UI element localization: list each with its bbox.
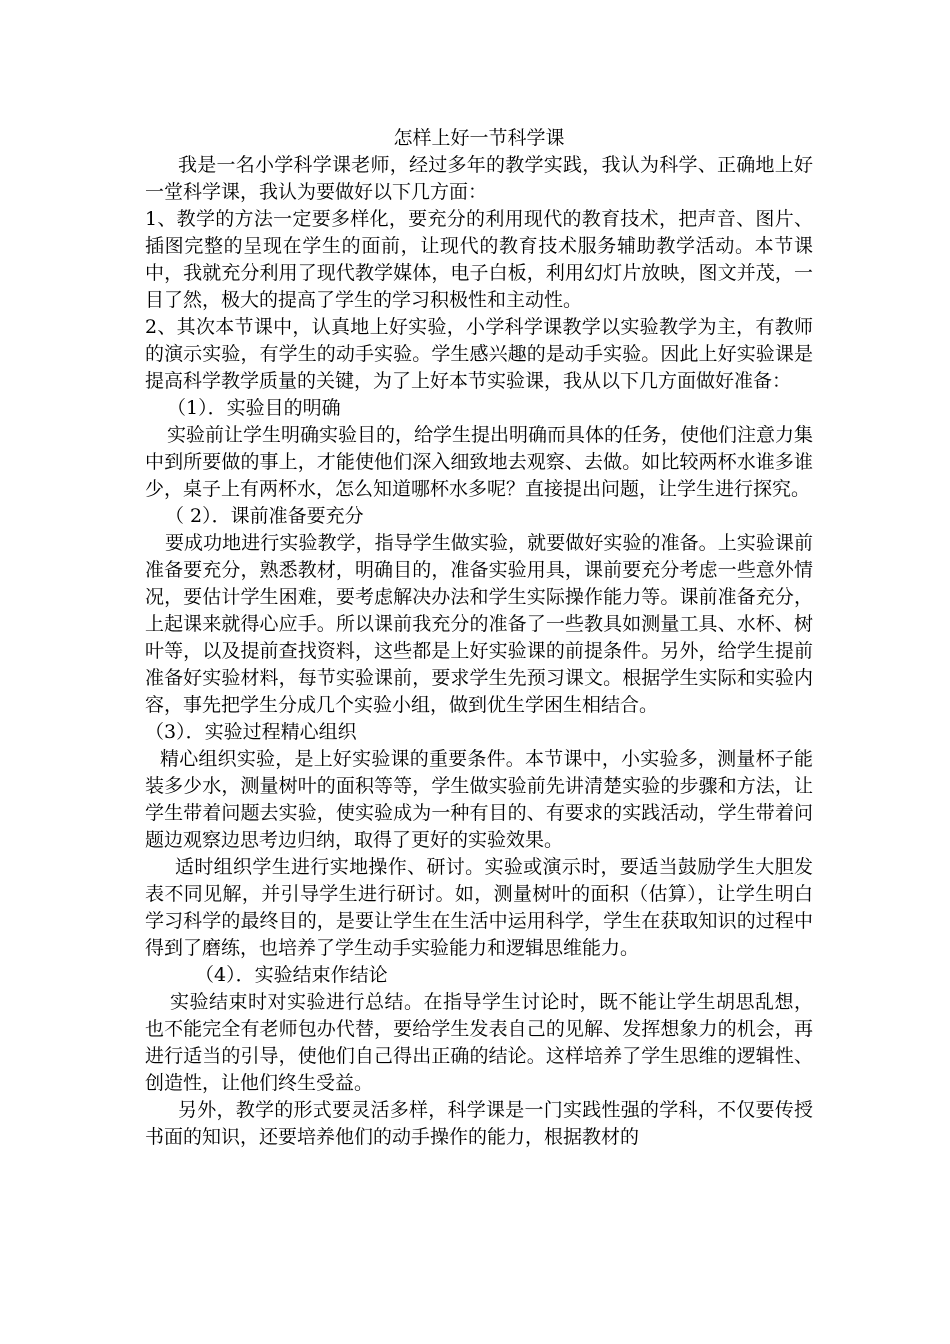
section-1-paragraph: 实验前让学生明确实验目的，给学生提出明确而具体的任务，使他们注意力集中到所要做的事上，才能使他们深入细致地去观察、去做。如比较两杯水谁多谁少，桌子上有两杯水，怎么知道哪杯水多呢？直接提出问题，让学生进行探究。	[145, 424, 814, 500]
section-4-paragraph: 实验结束时对实验进行总结。在指导学生讨论时，既不能让学生胡思乱想，也不能完全有老师包办代替，要给学生发表自己的见解、发挥想象力的机会，再进行适当的引导，使他们自己得出正确的结论。这样培养了学生思维的逻辑性、创造性，让他们终生受益。	[145, 991, 813, 1094]
point-2-paragraph: 2、其次本节课中，认真地上好实验，小学科学课教学以实验教学为主，有教师的演示实验，有学生的动手实验。学生感兴趣的是动手实验。因此上好实验课是提高科学教学质量的关键，为了上好本节实验课，我从以下几方面做好准备：	[145, 316, 813, 392]
section-heading-3: （3）．实验过程精心组织	[145, 721, 357, 743]
section-2-paragraph: 要成功地进行实验教学，指导学生做实验，就要做好实验的准备。上实验课前准备要充分，熟悉教材，明确目的，准备实验用具，课前要充分考虑一些意外情况，要估计学生困难，要考虑解决办法和学生实际操作能力等。课前准备充分，上起课来就得心应手。所以课前我充分的准备了一些教具如测量工具、水杯、树叶等，以及提前查找资料，这些都是上好实验课的前提条件。另外，给学生提前准备好实验材料，每节实验课前，要求学生先预习课文。根据学生实际和实验内容，事先把学生分成几个实验小组，做到优生学困生相结合。	[145, 532, 813, 716]
point-1-paragraph: 1、教学的方法一定要多样化，要充分的利用现代的教育技术，把声音、图片、插图完整的呈现在学生的面前，让现代的教育技术服务辅助教学活动。本节课中，我就充分利用了现代教学媒体，电子白板，利用幻灯片放映，图文并茂，一目了然，极大的提高了学生的学习积极性和主动性。	[145, 208, 813, 311]
section-3-paragraph: 精心组织实验，是上好实验课的重要条件。本节课中，小实验多，测量杯子能装多少水，测量树叶的面积等等，学生做实验前先讲清楚实验的步骤和方法，让学生带着问题去实验，使实验成为一种有目的、有要求的实践活动，学生带着问题边观察边思考边归纳，取得了更好的实验效果。	[145, 748, 813, 851]
section-heading-1: （1）．实验目的明确	[167, 397, 341, 419]
document-title: 怎样上好一节科学课	[393, 127, 565, 149]
document-body	[145, 125, 813, 1151]
intro-paragraph: 我是一名小学科学课老师，经过多年的教学实践，我认为科学、正确地上好一堂科学课，我认为要做好以下几方面：	[145, 154, 813, 203]
section-heading-4: （4）．实验结束作结论	[195, 964, 388, 986]
closing-paragraph: 另外，教学的形式要灵活多样，科学课是一门实践性强的学科，不仅要传授书面的知识，还要培养他们的动手操作的能力，根据教材的	[145, 1099, 813, 1148]
section-3-paragraph-2: 适时组织学生进行实地操作、研讨。实验或演示时，要适当鼓励学生大胆发表不同见解，并引导学生进行研讨。如，测量树叶的面积（估算），让学生明白学习科学的最终目的，是要让学生在生活中运用科学，学生在获取知识的过程中得到了磨练，也培养了学生动手实验能力和逻辑思维能力。	[145, 856, 813, 959]
section-heading-2: （ 2）．课前准备要充分	[165, 505, 364, 527]
